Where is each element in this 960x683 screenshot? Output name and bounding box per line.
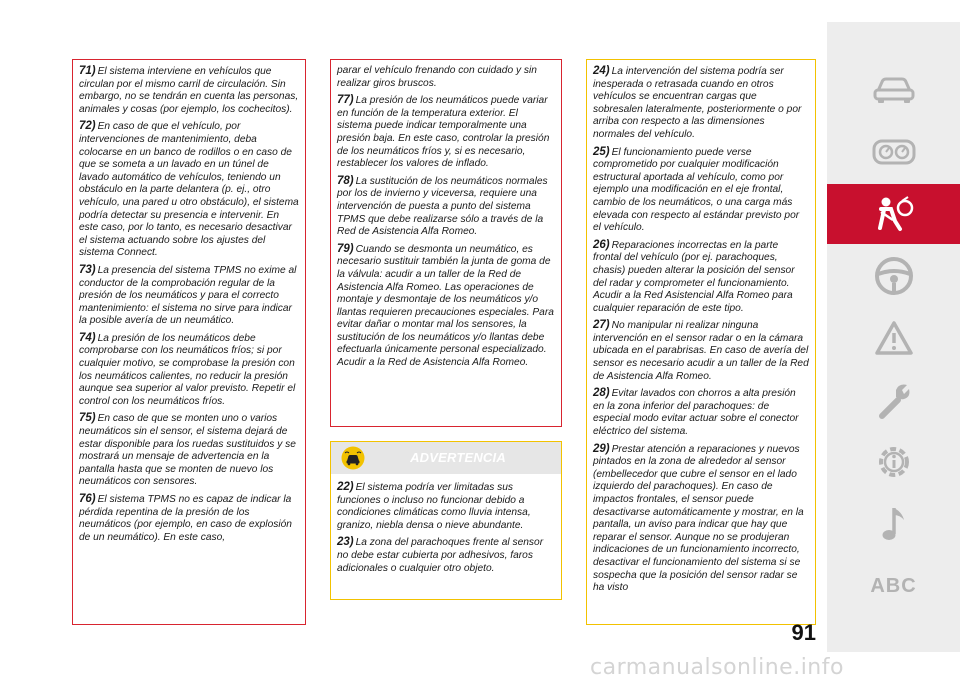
note-77: 77) La presión de los neumáticos puede variar en función de la temperatura exterior. El sistema puede indicar temporalmente una presión baja. En este caso, controlar la presión de los neumáticos fríos y, si es necesario, restablecer los valores de inflado.	[337, 94, 550, 170]
airbag-seatbelt-icon	[872, 194, 916, 234]
warning-box	[330, 441, 562, 600]
warning-22: 22) El sistema podría ver limitadas sus funciones o incluso no funcionar debido a condiciones climáticas como lluvia intensa, granizo, niebla densa o nieve abundante.	[337, 481, 531, 531]
sidebar-item-starting-driving[interactable]	[827, 246, 960, 306]
page-number: 91	[791, 620, 816, 645]
sidebar-item-multimedia[interactable]	[827, 494, 960, 554]
steering-wheel-icon	[874, 256, 914, 296]
note-24: 24) La intervención del sistema podría ser inesperada o retrasada cuando en otros vehículos se encuentran cargas que sobresalen lateralmente, posteriormente o por arriba con respecto a las dimensiones normales del vehículo.	[593, 65, 802, 140]
note-76-continued: parar el vehículo frenando con cuidado y sin realizar giros bruscos.	[337, 65, 537, 89]
sidebar-item-safety[interactable]	[827, 184, 960, 244]
note-76: 76) El sistema TPMS no es capaz de indicar la pérdida repentina de la presión de los neumáticos (por ejemplo, en caso de explosión de un neumático). En este caso,	[79, 493, 292, 543]
notes-column-middle	[330, 59, 562, 427]
note-26: 26) Reparaciones incorrectas en la parte frontal del vehículo (por ej. parachoques, chasis) pueden alterar la posición del sensor del radar y comprometer el funcionamiento. Acudir a la Red Asistencial Alfa Romeo para cualquier reparación de este tipo.	[593, 238, 795, 314]
note-79: 79) Cuando se desmonta un neumático, es necesario sustituir también la junta de goma de la válvula: acudir a un taller de la Red de Asistencia Alfa Romeo. Las operaciones de montaje y desmontaje de los neumáticos y/o llantas requieren precauciones especiales. Para evitar dañar o montar mal los sensores, la sustitución de los neumáticos y/o llantas debe efectuarla únicamente personal especializado. Acudir a la Red de Asistencia Alfa Romeo.	[337, 242, 554, 369]
car-warning-icon	[341, 446, 365, 475]
warning-header	[331, 442, 561, 474]
sidebar-item-warnings[interactable]	[827, 308, 960, 368]
warning-triangle-icon	[874, 320, 914, 356]
note-71: 71) El sistema interviene en vehículos que circulan por el mismo carril de circulación. Sin embargo, no se tendrán en cuenta las personas, animales y cosas (por ejemplo, los cochecitos).	[79, 65, 299, 115]
chapter-sidebar	[827, 22, 960, 652]
note-78: 78) La sustitución de los neumáticos normales por los de invierno y viceversa, requiere una intervención de puesta a punto del sistema TPMS que debe realizarse sólo a través de la Red de Asistencia Alfa Romeo.	[337, 174, 548, 238]
warning-23: 23) La zona del parachoques frente al sensor no debe estar cubierta por adhesivos, faros adicionales o cualquier otro objeto.	[337, 536, 544, 574]
note-25: 25) El funcionamiento puede verse comprometido por cualquier modificación estructural aportada al vehículo, como por ejemplo una modificación en el eje frontal, cambio de los neumáticos, o una carga más elevada con respecto al estándar previsto por el vehículo.	[593, 145, 800, 234]
index-abc-label: ABC	[870, 574, 917, 597]
warning-title: ADVERTENCIA	[410, 449, 506, 465]
note-72: 72) En caso de que el vehículo, por intervenciones de mantenimiento, deba colocarse en un banco de rodillos o en caso de que se someta a un lavado en un túnel de lavado automático de vehículos, teniendo un obstáculo en la parte delantera (p. ej., otro vehículo, una pared u otro obstáculo), el sistema podría detectar su presencia e intervenir. En este caso, por lo tanto, es necesario desactivar el sistema actuando sobre los ajustes del sistema Connect.	[79, 120, 299, 259]
sidebar-item-maintenance[interactable]	[827, 432, 960, 492]
note-27: 27) No manipular ni realizar ninguna intervención en el sensor radar o en la cámara ubicada en el parabrisas. En caso de avería del sensor es necesario acudir a un taller de la Red de Asistencia Alfa Romeo.	[593, 319, 809, 382]
sidebar-item-vehicle[interactable]	[827, 60, 960, 120]
sidebar-item-dashboard[interactable]	[827, 122, 960, 182]
watermark: carmanualsonline.info	[590, 655, 844, 680]
note-28: 28) Evitar lavados con chorros a alta presión en la zona inferior del parachoques: de especial modo evitar actuar sobre el conector eléctrico del sistema.	[593, 387, 799, 438]
notes-column-left	[72, 59, 306, 625]
wrench-icon	[874, 380, 914, 420]
car-icon	[872, 75, 916, 105]
note-29: 29) Prestar atención a reparaciones y nuevos pintados en la zona de alrededor al sensor (embellecedor que cubre el sensor en el lado izquierdo del parachoques). En caso de impactos frontales, el sensor puede desactivarse automáticamente y mostrar, en la pantalla, un aviso para indicar que hay que reparar el sensor. Aunque no se produjeran indicaciones de un funcionamiento incorrecto, desactivar el funcionamiento del sistema si se sospecha que la posición del sensor radar se ha visto	[593, 442, 804, 594]
gear-info-icon	[873, 441, 915, 483]
music-note-icon	[878, 504, 910, 544]
sidebar-item-index[interactable]	[827, 556, 960, 616]
dashboard-gauges-icon	[872, 138, 916, 166]
note-73: 73) La presencia del sistema TPMS no exime al conductor de la comprobación regular de la presión de los neumáticos y para el correcto mantenimiento: el sistema no sirve para indicar la posible avería de un neumático.	[79, 263, 297, 327]
note-75: 75) En caso de que se monten uno o varios neumáticos sin el sensor, el sistema dejará de estar disponible para los ruedas sustituidos y se mostrará un mensaje de advertencia en la pantalla hasta que se monten de nuevo los neumáticos con sensores.	[79, 412, 296, 488]
note-74: 74) La presión de los neumáticos debe comprobarse con los neumáticos fríos; si por cualquier motivo, se comprobase la presión con los neumáticos calientes, no reducir la presión aunque sea superior al valor previsto. Repetir el control con los neumáticos fríos.	[79, 331, 296, 407]
notes-column-right	[586, 59, 816, 625]
sidebar-item-emergency[interactable]	[827, 370, 960, 430]
